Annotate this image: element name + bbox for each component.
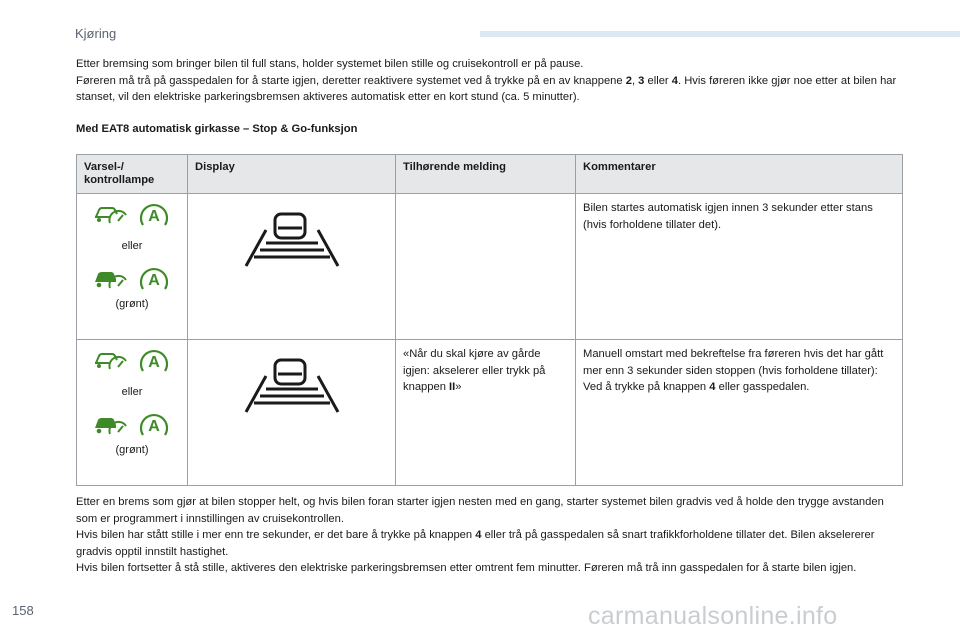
section-title: Kjøring [75, 26, 117, 41]
button-ref-2: 2 [625, 74, 632, 87]
outline-icons [81, 346, 183, 376]
outro-paragraph [76, 494, 906, 577]
header-warning-lamp: Varsel-/ kontrollampe [77, 155, 188, 194]
header-display: Display [188, 155, 396, 194]
button-ref-4: 4 [671, 74, 678, 87]
stop-go-table [76, 154, 903, 486]
filled-icons [81, 264, 183, 294]
car-on-road-icon [244, 356, 340, 416]
comment-cell: Bilen startes automatisk igjen innen 3 sekunder etter stans (hvis forholdene tillater det). [576, 194, 903, 340]
outro-line2-a: Hvis bilen har stått stille i mer enn tre sekunder, er det bare å trykke på knappen [76, 529, 476, 541]
button-ref-3: 3 [638, 74, 645, 87]
display-cell [188, 340, 396, 486]
warning-lamp-cell [77, 340, 188, 486]
intro-sep2: eller [644, 74, 672, 87]
car-speedometer-icon [93, 203, 127, 227]
message-cell [396, 194, 576, 340]
comment-text-a: Manuell omstart med bekreftelse fra føreren hvis det har gått mer enn 3 sekunder siden stoppen (hvis forholdene tillater): Ved å trykke på knappen [583, 348, 884, 393]
watermark: carmanualsonline.info [588, 602, 838, 630]
section-heading: Med EAT8 automatisk girkasse – Stop & Go-funksjon [76, 123, 358, 135]
or-label: eller [121, 386, 143, 398]
filled-icons [81, 410, 183, 440]
display-cell [188, 194, 396, 340]
svg-text:A: A [148, 208, 160, 225]
intro-line1: Etter bremsing som bringer bilen til full stans, holder systemet bilen stille og cruisekontroll er på pause. [76, 58, 584, 70]
outro-line3: Hvis bilen fortsetter å stå stille, aktiveres den elektriske parkeringsbremsen etter omtrent fem minutter. Føreren må trå inn gasspedalen for å starte bilen igjen. [76, 562, 857, 574]
car-speedometer-filled-icon [93, 413, 127, 437]
comment-text-b: eller gasspedalen. [715, 381, 810, 393]
table-row [77, 340, 903, 486]
message-text-b: » [455, 381, 462, 393]
page-number: 158 [12, 603, 34, 618]
message-cell [396, 340, 576, 486]
or-label: eller [121, 240, 143, 252]
button-ref-4: 4 [475, 529, 482, 541]
comment-cell [576, 340, 903, 486]
outro-line1: Etter en brems som gjør at bilen stopper helt, og hvis bilen foran starter igjen nesten med en gang, starter systemet bilen gradvis ved å holde den trygge avstanden som er programmert i innstillingen av cruisekontrollen. [76, 496, 884, 525]
svg-text:A: A [148, 417, 160, 435]
outro-line2-b: eller trå på gasspedalen så snart trafikkforholdene tillater det. Bilen akselererer gradvis opptil innstilt hastighet. [76, 529, 875, 558]
auto-a-icon [137, 410, 171, 440]
header-message: Tilhørende melding [396, 155, 576, 194]
green-label: (grønt) [115, 443, 149, 456]
car-speedometer-filled-icon [93, 267, 127, 291]
message-text-a: «Når du skal kjøre av gårde igjen: akselerer eller trykk på knappen [403, 348, 546, 393]
header-bar [480, 31, 960, 37]
warning-lamp-cell [77, 194, 188, 340]
car-speedometer-icon [93, 349, 127, 373]
auto-a-icon [137, 346, 171, 376]
outline-icons [81, 200, 183, 230]
button-ref-4: 4 [709, 381, 716, 393]
button-ref-II: II [449, 381, 456, 393]
table-row [77, 194, 903, 340]
intro-line2-b: . Hvis føreren ikke gjør noe etter at bilen har stanset, vil den elektriske parkeringsbremsen aktiveres automatisk etter en kort stund (ca. 5 minutter). [76, 74, 897, 103]
auto-a-icon [137, 200, 171, 230]
intro-line2-a: Føreren må trå på gasspedalen for å starte igjen, deretter reaktivere systemet ved å trykke på en av knappene [76, 74, 626, 87]
intro-paragraph [76, 56, 906, 106]
table-header-row [77, 155, 903, 194]
green-label: (grønt) [115, 297, 149, 310]
header-comments: Kommentarer [576, 155, 903, 194]
auto-a-icon [137, 264, 171, 294]
svg-text:A: A [148, 354, 160, 371]
svg-text:A: A [148, 271, 160, 289]
intro-sep1: , [631, 74, 639, 87]
car-on-road-icon [244, 210, 340, 270]
